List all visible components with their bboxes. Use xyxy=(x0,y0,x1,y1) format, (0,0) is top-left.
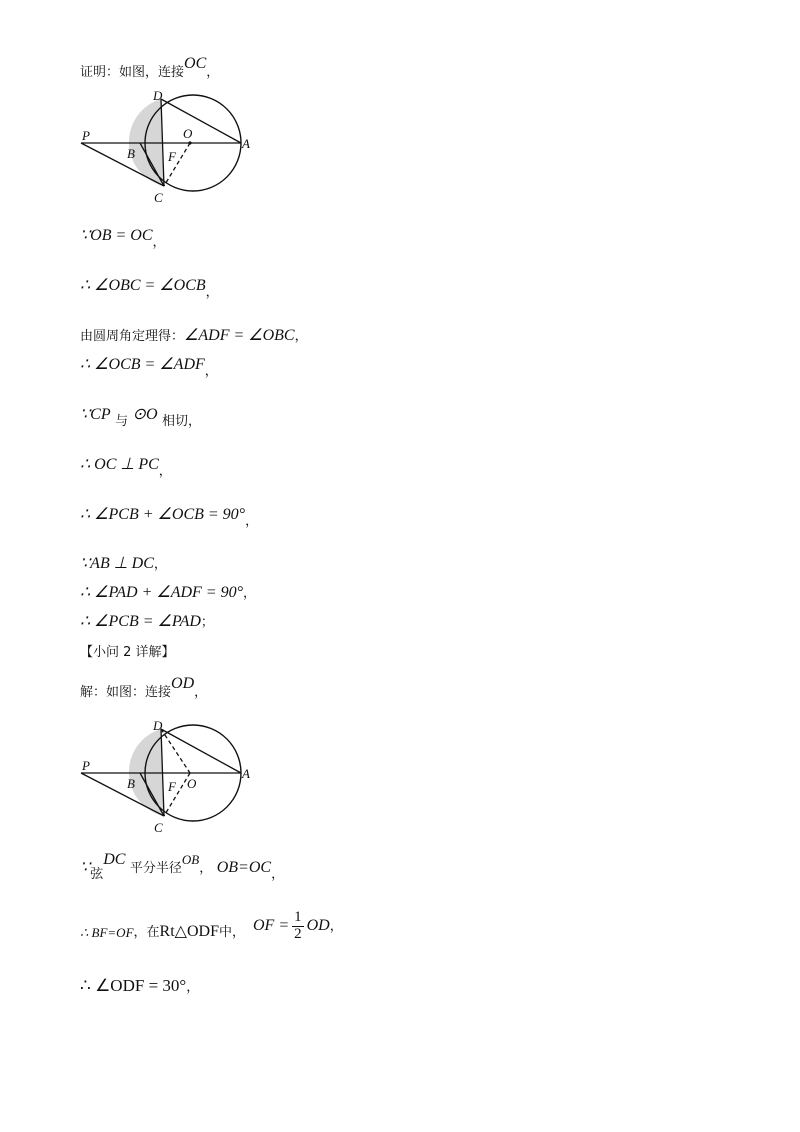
proof-line-9 xyxy=(80,556,167,572)
text-with: 与 xyxy=(115,414,129,429)
proof-line-4 xyxy=(80,328,308,344)
proof-line-7 xyxy=(80,456,172,479)
label-d: D xyxy=(153,88,163,103)
math-angle-adf-eq-obc: ∠ADF = ∠OBC xyxy=(184,327,295,344)
math-ob: OB xyxy=(181,852,200,867)
punct: ， xyxy=(186,980,200,995)
math-ab-perp-dc: ∵AB ⊥ DC xyxy=(80,555,154,572)
label-b: B xyxy=(127,146,135,161)
punct: ， xyxy=(194,685,208,700)
proof-line-5 xyxy=(80,356,218,379)
punct: ， xyxy=(153,557,167,572)
solution-line-1 xyxy=(80,675,208,700)
label-f: F xyxy=(168,149,176,164)
math-dc: DC xyxy=(103,851,126,868)
math-of-eq: OF = xyxy=(252,917,290,934)
math-angle-sum-90-a: ∴ ∠PCB + ∠OCB = 90° xyxy=(80,506,246,523)
punct: ， xyxy=(204,364,218,379)
proof-line-6 xyxy=(80,406,201,429)
text-middle: 中， xyxy=(218,924,245,940)
punct: ， xyxy=(243,586,257,601)
because-symbol: ∵ xyxy=(80,859,91,876)
math-oc: OC xyxy=(184,55,207,72)
fraction-one-half xyxy=(292,910,304,943)
punct: ， xyxy=(294,329,308,344)
math-angle-obc-eq-ocb: ∴ ∠OBC = ∠OCB xyxy=(80,277,206,294)
proof-line-8 xyxy=(80,506,259,529)
punct: ， xyxy=(152,235,166,250)
punct: ， xyxy=(199,861,213,876)
label-o: O xyxy=(183,126,193,141)
math-bf-eq-of: ∴ BF=OF xyxy=(80,924,134,940)
math-oc-perp-pc: ∴ OC ⊥ PC xyxy=(80,456,159,473)
punct: ， xyxy=(205,285,219,300)
label-a: A xyxy=(242,136,250,151)
segment-da xyxy=(161,99,241,143)
text-tangent: 相切， xyxy=(161,414,201,429)
label-b: B xyxy=(127,776,135,791)
proof-intro-text: 证明：如图，连接 xyxy=(80,65,185,80)
inscribed-angle-text: 由圆周角定理得： xyxy=(80,329,185,344)
solution-intro-text: 解：如图：连接 xyxy=(80,685,172,700)
proof-line-3 xyxy=(80,277,219,300)
label-p: P xyxy=(82,128,90,143)
proof-line-10 xyxy=(80,585,256,601)
math-od-2: OD xyxy=(306,917,330,934)
label-f: F xyxy=(168,779,176,794)
center-point xyxy=(188,141,191,144)
label-c: C xyxy=(154,820,163,835)
punct: ， xyxy=(245,514,259,529)
segment-od-dashed xyxy=(161,729,190,773)
solution-line-3 xyxy=(80,906,343,946)
label-o: O xyxy=(187,776,197,791)
segment-da xyxy=(161,729,241,773)
geometry-figure-2 xyxy=(78,716,258,836)
math-od: OD xyxy=(171,675,195,692)
proof-line-1 xyxy=(80,55,220,80)
math-angle-sum-90-b: ∴ ∠PAD + ∠ADF = 90° xyxy=(80,584,243,601)
fraction-numerator: 1 xyxy=(294,908,302,925)
geometry-figure-1 xyxy=(78,86,258,206)
math-angle-odf-30: ∴ ∠ODF = 30° xyxy=(80,976,187,995)
text-bisects-radius: 平分半径 xyxy=(129,861,182,876)
math-angle-ocb-eq-adf: ∴ ∠OCB = ∠ADF xyxy=(80,356,205,373)
math-circle-o: ⊙O xyxy=(132,406,158,423)
fraction-denominator: 2 xyxy=(294,925,302,942)
math-angle-pcb-eq-pad: ∴ ∠PCB = ∠PAD xyxy=(80,613,201,630)
label-d: D xyxy=(153,718,163,733)
solution-line-4 xyxy=(80,977,199,994)
label-p: P xyxy=(82,758,90,773)
math-ob-eq-oc: ∵OB = OC xyxy=(80,227,153,244)
label-c: C xyxy=(154,190,163,205)
punct: ， xyxy=(271,867,285,882)
punct: ； xyxy=(200,615,214,630)
proof-line-2 xyxy=(80,227,166,250)
text-in: ，在 xyxy=(133,924,160,940)
punct: ， xyxy=(158,464,172,479)
text-chord: 弦 xyxy=(90,867,104,882)
part2-heading: 【小问 2 详解】 xyxy=(80,645,175,660)
label-a: A xyxy=(242,766,250,781)
punct: ， xyxy=(206,65,220,80)
solution-line-2 xyxy=(80,851,285,882)
math-ob-eq-oc-2: OB=OC xyxy=(216,859,272,876)
section-heading xyxy=(80,645,175,659)
math-cp: ∵CP xyxy=(80,406,111,423)
math-rt-triangle-odf: Rt△ODF xyxy=(159,923,219,940)
proof-line-11 xyxy=(80,614,214,630)
punct: ， xyxy=(329,918,343,934)
